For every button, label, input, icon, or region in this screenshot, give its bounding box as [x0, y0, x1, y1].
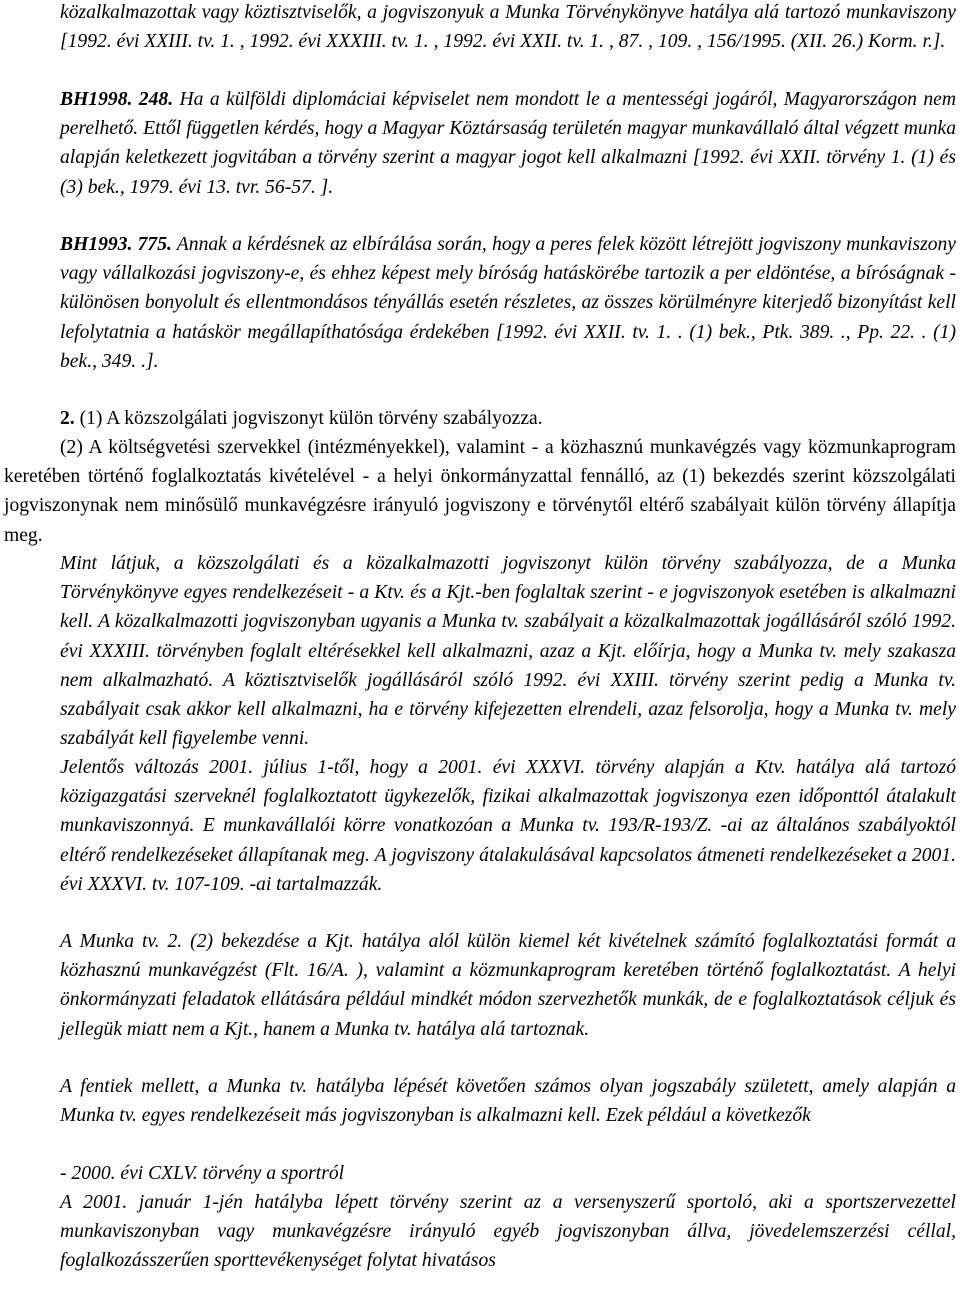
- commentary-paragraph-1: [60, 549, 956, 753]
- case-law-bh1998: [60, 85, 956, 202]
- paragraph-text: A fentiek mellett, a Munka tv. hatályba lépését követően számos olyan jogszabály született, amely alapján a Munka tv. egyes rendelkezéseit más jogviszonyban is alkalmazni kell. Ezek például a következők: [60, 1076, 956, 1127]
- case-reference: BH1998. 248.: [60, 89, 174, 110]
- list-item-text: - 2000. évi CXLV. törvény a sportról: [60, 1163, 345, 1184]
- commentary-paragraph-4: [60, 1072, 956, 1130]
- list-item-sport-law: [60, 1159, 956, 1188]
- section-2-paragraph-1: [60, 404, 956, 433]
- paragraph-text: Jelentős változás 2001. július 1-től, hogy a 2001. évi XXXVI. törvény alapján a Ktv. hatálya alá tartozó közigazgatási szerveknél foglalkoztatott ügykezelők, fizikai alkalmazottak jogviszonya ezen időponttól átalakult munkaviszonnyá. E munkavállalói körre vonatkozóan a Munka tv. 193/R-193/Z. -ai az általános szabályoktól eltérő rendelkezéseket állapítanak meg. A jogviszony átalakulásával kapcsolatos átmeneti rendelkezéseket a 2001. évi XXXVI. tv. 107-109. -ai tartalmazzák.: [60, 757, 956, 895]
- paragraph-text: Annak a kérdésnek az elbírálása során, hogy a peres felek között létrejött jogviszony munkaviszony vagy vállalkozási jogviszony-e, és ehhez képest mely bíróság hatáskörébe tartozik a per eldöntése, a bíróságnak - különösen bonyolult és ellentmondásos tényállás esetén részletes, az összes körülményre kiterjedő bizonyítást kell lefolytatnia a hatáskör megállapíthatósága érdekében [1992. évi XXII. tv. 1. . (1) bek., Ptk. 389. ., Pp. 22. . (1) bek., 349. .].: [60, 234, 956, 372]
- paragraph-text: Mint látjuk, a közszolgálati és a közalkalmazotti jogviszonyt külön törvény szabályozza, de a Munka Törvénykönyve egyes rendelkezéseit - a Ktv. és a Kjt.-ben foglaltak szerint - e jogviszonyok esetében is alkalmazni kell. A közalkalmazotti jogviszonyban ugyanis a Munka tv. szabályait a közalkalmazottak jogállásáról szóló 1992. évi XXXIII. törvényben foglalt eltérésekkel kell alkalmazni, azaz a Kjt. előírja, hogy a Munka tv. mely szakasza nem alkalmazható. A köztisztviselők jogállásáról szóló 1992. évi XXIII. törvény szerint pedig a Munka tv. szabályait csak akkor kell alkalmazni, ha e törvény kifejezetten elrendeli, azaz felsorolja, hogy a Munka tv. mely szabályát kell figyelembe venni.: [60, 553, 956, 750]
- commentary-paragraph-3: [60, 927, 956, 1044]
- paragraph-text: A Munka tv. 2. (2) bekezdése a Kjt. hatálya alól külön kiemel két kivételnek számító foglalkoztatási formát a közhasznú munkavégzést (Flt. 16/A. ), valamint a közmunkaprogram keretében történő foglalkoztatást. A helyi önkormányzati feladatok ellátására például mindkét módon szervezhetők munkák, de e foglalkoztatások céljuk és jellegük miatt nem a Kjt., hanem a Munka tv. hatálya alá tartoznak.: [60, 931, 956, 1040]
- commentary-paragraph-5: [60, 1188, 956, 1276]
- commentary-paragraph-2: [60, 753, 956, 899]
- paragraph-continuation: [60, 0, 956, 56]
- case-law-bh1993: [60, 230, 956, 376]
- paragraph-text: A 2001. január 1-jén hatályba lépett törvény szerint az a versenyszerű sportoló, aki a sportszervezettel munkaviszonyban vagy munkavégzésre irányuló egyéb jogviszonyban állva, jövedelemszerzési céllal, foglalkozásszerűen sporttevékenységet folytat hivatásos: [60, 1192, 956, 1272]
- paragraph-text: Ha a külföldi diplomáciai képviselet nem mondott le a mentességi jogáról, Magyarországon nem perelhető. Ettől független kérdés, hogy a Magyar Köztársaság területén magyar munkavállaló által végzett munka alapján keletkezett jogvitában a törvény szerint a magyar jogot kell alkalmazni [1992. évi XXII. törvény 1. (1) és (3) bek., 1979. évi 13. tvr. 56-57. ].: [60, 89, 956, 198]
- section-2-paragraph-2: [4, 433, 956, 550]
- paragraph-text: (1) A közszolgálati jogviszonyt külön törvény szabályozza.: [74, 408, 543, 429]
- section-number: 2.: [60, 408, 75, 429]
- paragraph-text: (2) A költségvetési szervekkel (intézményekkel), valamint - a közhasznú munkavégzés vagy közmunkaprogram keretében történő foglalkoztatás kivételével - a helyi önkormányzattal fennálló, az (1) bekezdés szerint közszolgálati jogviszonynak nem minősülő munkavégzésre irányuló jogviszony e törvénytől eltérő szabályait külön törvény állapítja meg.: [4, 437, 956, 546]
- case-reference: BH1993. 775.: [60, 234, 172, 255]
- paragraph-text: közalkalmazottak vagy köztisztviselők, a jogviszonyuk a Munka Törvénykönyve hatálya alá tartozó munkaviszony [1992. évi XXIII. tv. 1. , 1992. évi XXXIII. tv. 1. , 1992. évi XXII. tv. 1. , 87. , 109. , 156/1995. (XII. 26.) Korm. r.].: [60, 2, 956, 53]
